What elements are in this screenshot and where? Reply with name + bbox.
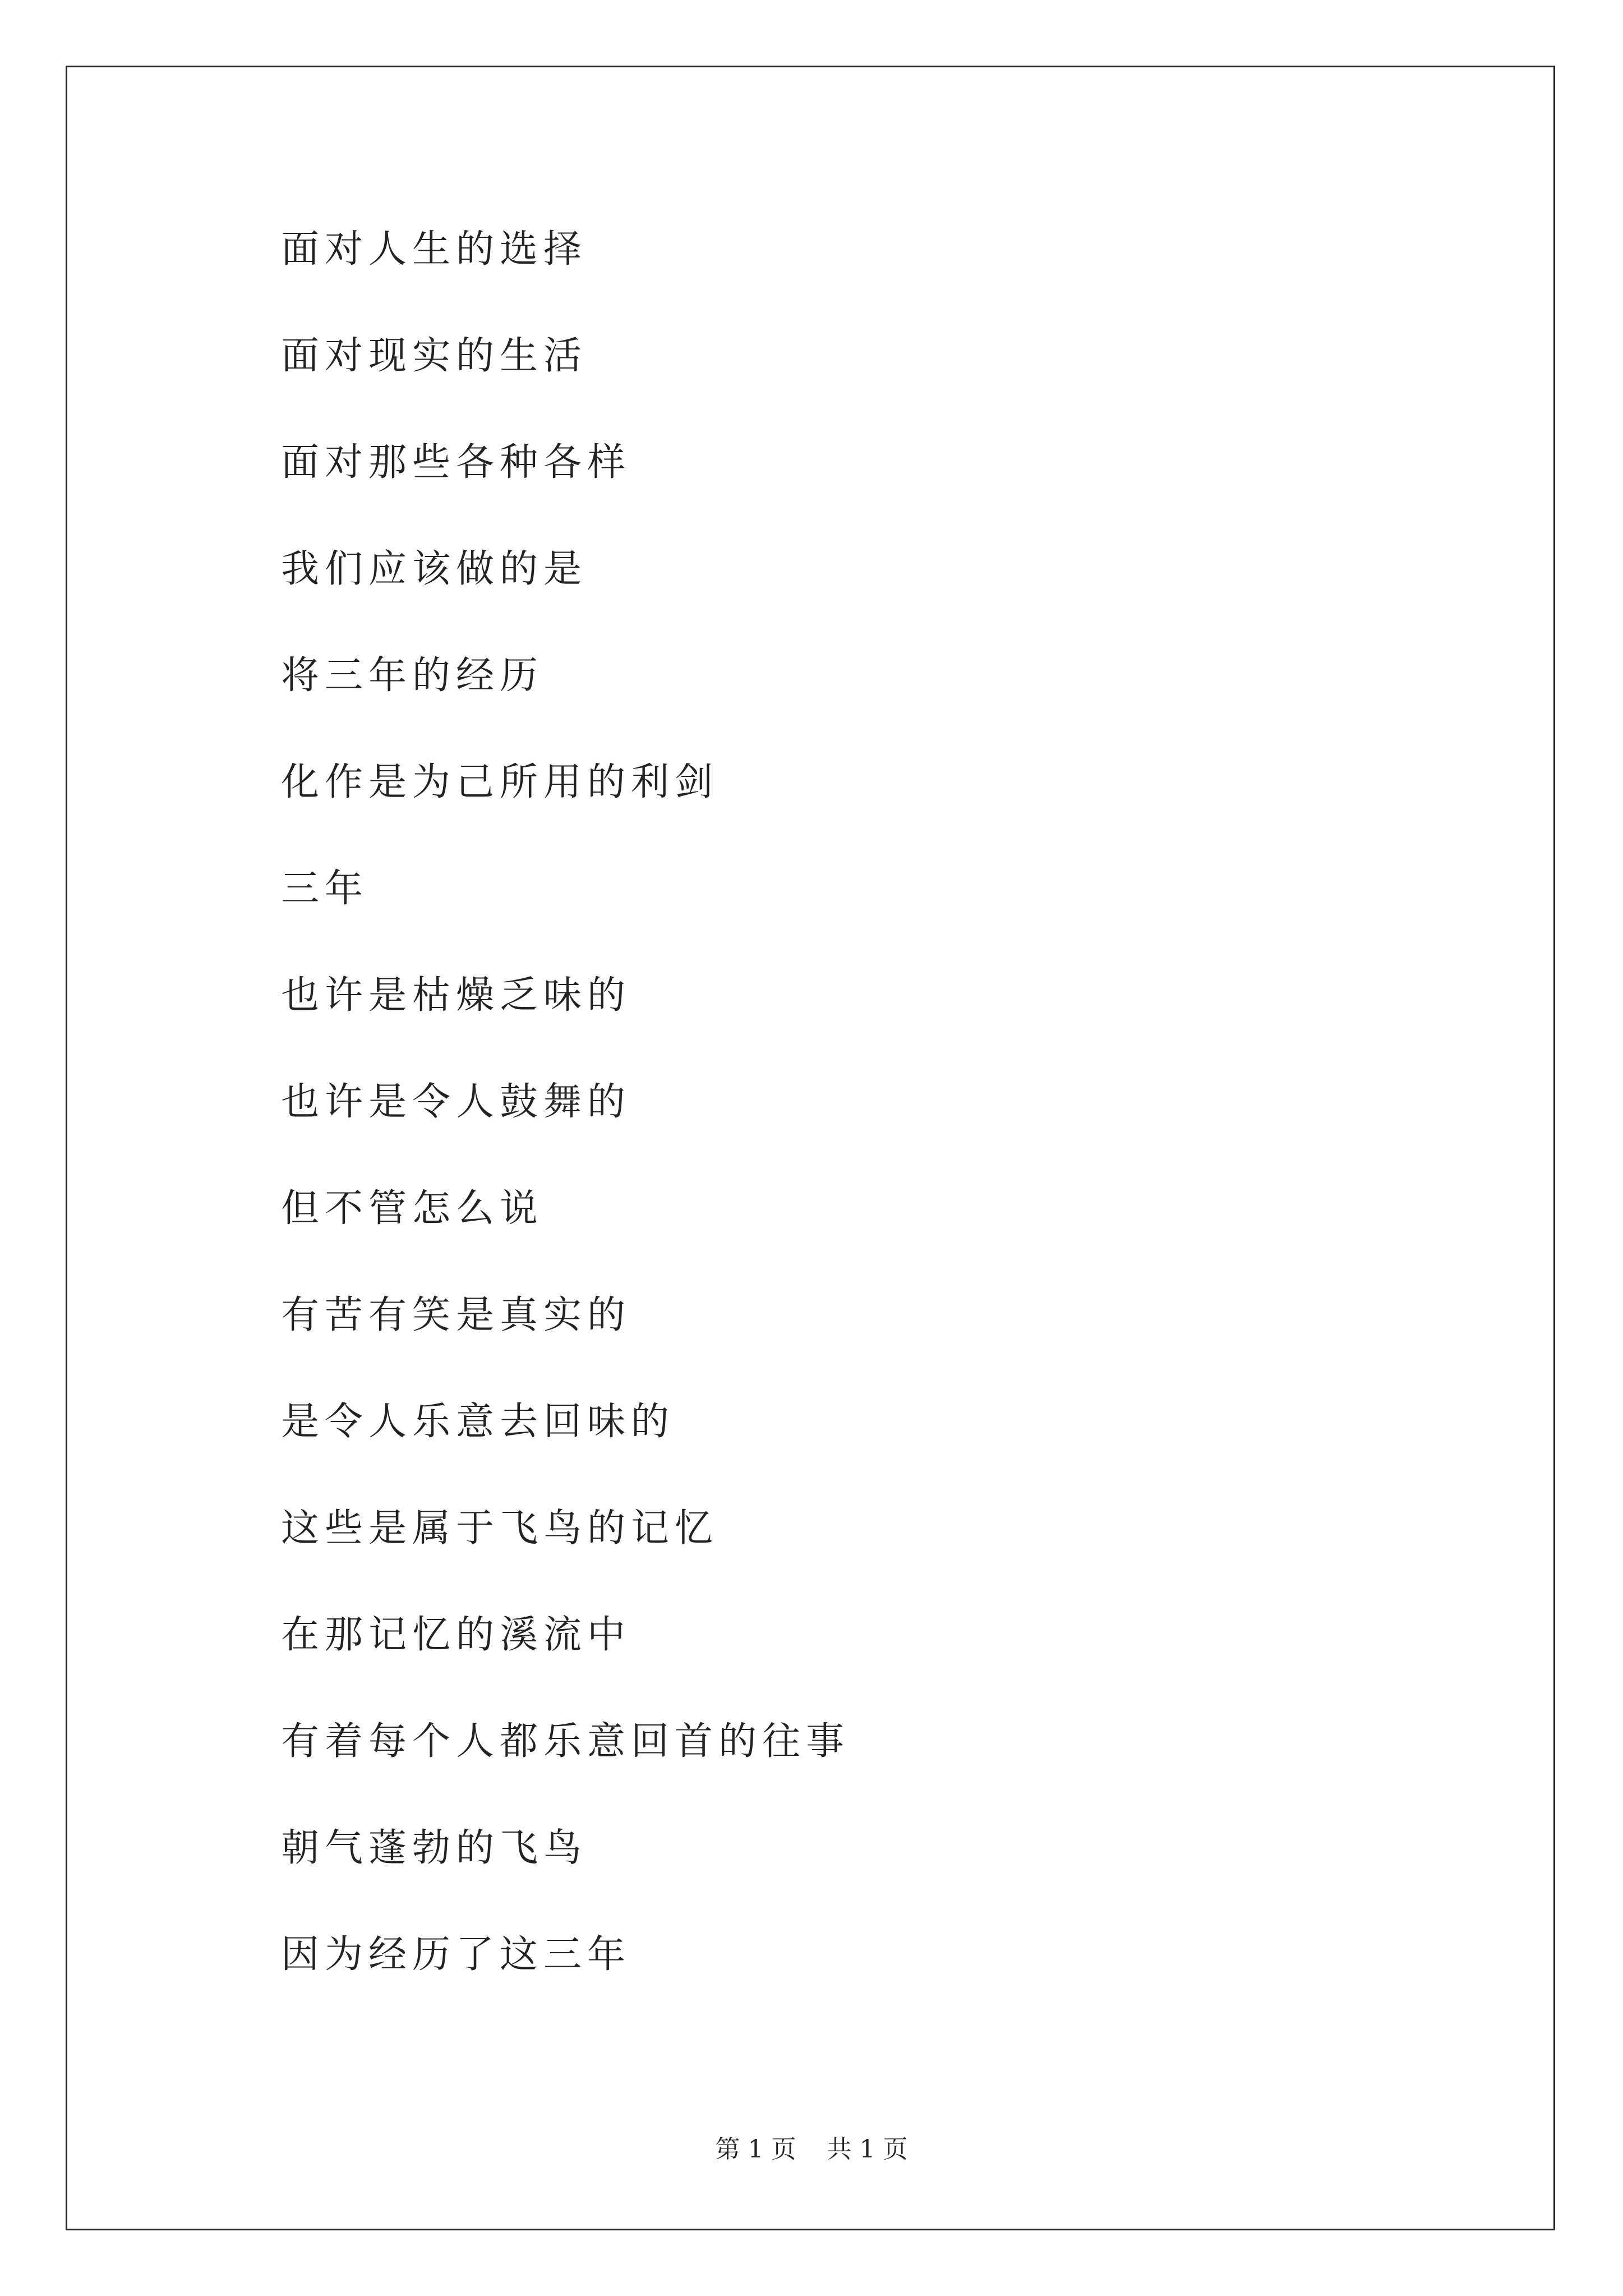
- poem-line: 有着每个人都乐意回首的往事: [281, 1719, 850, 1764]
- poem-line: 面对现实的生活: [281, 334, 588, 378]
- poem-line: 化作是为己所用的利剑: [281, 760, 719, 804]
- poem-line: 面对那些各种各样: [281, 440, 631, 485]
- poem-line: 将三年的经历: [281, 654, 544, 698]
- poem-line: 但不管怎么说: [281, 1186, 544, 1231]
- poem-line: 面对人生的选择: [281, 227, 588, 272]
- poem-line: 这些是属于飞鸟的记忆: [281, 1506, 719, 1550]
- page-number-total: 共 1 页: [827, 2135, 908, 2164]
- poem-line: 在那记忆的溪流中: [281, 1613, 631, 1657]
- poem-line: 也许是令人鼓舞的: [281, 1080, 631, 1124]
- poem-line: 是令人乐意去回味的: [281, 1400, 675, 1444]
- page-number-current: 第 1 页: [715, 2135, 796, 2164]
- poem-line: 也许是枯燥乏味的: [281, 973, 631, 1018]
- poem-line: 三年: [281, 867, 369, 911]
- page-footer: [0, 2129, 1623, 2165]
- poem-line: 有苦有笑是真实的: [281, 1293, 631, 1337]
- poem-line: 我们应该做的是: [281, 547, 588, 591]
- poem-body: [281, 219, 850, 2031]
- poem-line: 朝气蓬勃的飞鸟: [281, 1826, 588, 1870]
- poem-line: 因为经历了这三年: [281, 1932, 631, 1977]
